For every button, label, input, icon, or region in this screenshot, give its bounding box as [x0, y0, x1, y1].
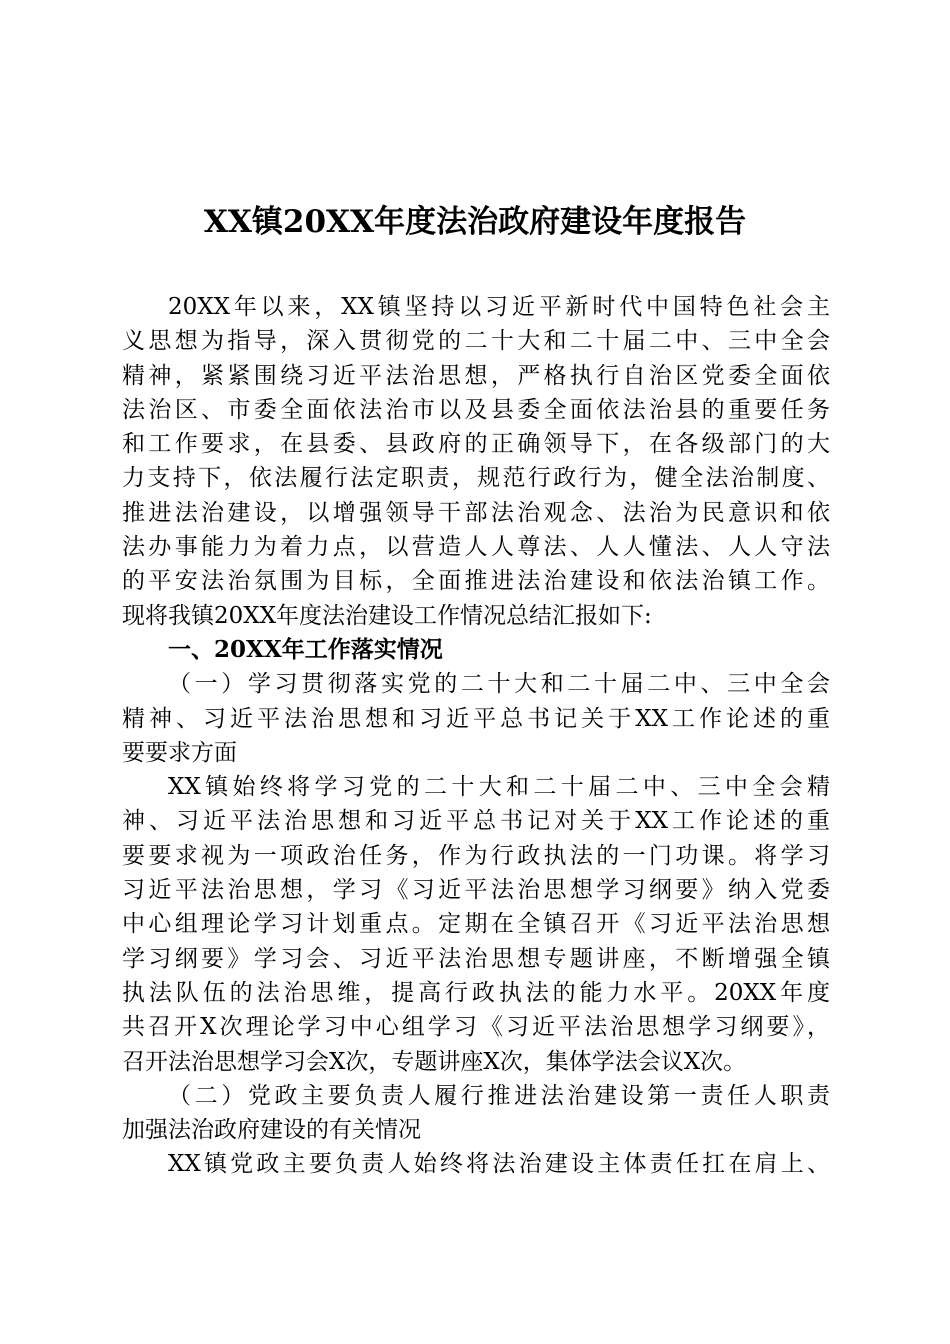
paragraph-line: 法治区、市委全面依法治市以及县委全面依法治县的重要任务	[122, 396, 830, 423]
paragraph-line: 现将我镇20XX年度法治建设工作情况总结汇报如下:	[122, 602, 652, 629]
subsection-heading-line: 加强法治政府建设的有关情况	[122, 1117, 421, 1144]
paragraph-line: 20XX年以来，XX镇坚持以习近平新时代中国特色社会主	[168, 294, 830, 320]
paragraph-line: 精神，紧紧围绕习近平法治思想，严格执行自治区党委全面依	[122, 362, 830, 389]
paragraph-line: 学习纲要》学习会、习近平法治思想专题讲座，不断增强全镇	[122, 945, 830, 972]
paragraph-line: XX镇始终将学习党的二十大和二十届二中、三中全会精	[168, 774, 830, 801]
paragraph-line: 推进法治建设，以增强领导干部法治观念、法治为民意识和依	[122, 499, 830, 526]
paragraph-line: 的平安法治氛围为目标，全面推进法治建设和依法治镇工作。	[122, 568, 830, 595]
paragraph-line: 和工作要求，在县委、县政府的正确领导下，在各级部门的大	[122, 431, 830, 458]
subsection-heading-line: （一）学习贯彻落实党的二十大和二十届二中、三中全会	[168, 671, 830, 698]
subsection-heading-line: 要要求方面	[122, 739, 237, 766]
paragraph-line: XX镇党政主要负责人始终将法治建设主体责任扛在肩上、	[168, 1151, 830, 1178]
paragraph-line: 神、习近平法治思想和习近平总书记对关于XX工作论述的重	[122, 808, 830, 835]
paragraph-line: 习近平法治思想，学习《习近平法治思想学习纲要》纳入党委	[122, 877, 830, 904]
section-heading: 一、20XX年工作落实情况	[168, 635, 443, 663]
paragraph-line: 力支持下，依法履行法定职责，规范行政行为，健全法治制度、	[122, 465, 830, 492]
paragraph-line: 要要求视为一项政治任务，作为行政执法的一门功课。将学习	[122, 842, 830, 869]
document-title: XX镇20XX年度法治政府建设年度报告	[203, 204, 747, 240]
paragraph-line: 中心组理论学习计划重点。定期在全镇召开《习近平法治思想	[122, 911, 830, 938]
subsection-heading-line: （二）党政主要负责人履行推进法治建设第一责任人职责	[168, 1082, 830, 1109]
paragraph-line: 义思想为指导，深入贯彻党的二十大和二十届二中、三中全会	[122, 328, 830, 355]
paragraph-line: 执法队伍的法治思维，提高行政执法的能力水平。20XX年度	[122, 979, 830, 1006]
paragraph-line: 法办事能力为着力点，以营造人人尊法、人人懂法、人人守法	[122, 534, 830, 561]
subsection-heading-line: 精神、习近平法治思想和习近平总书记关于XX工作论述的重	[122, 705, 830, 732]
document-body	[122, 290, 830, 1182]
paragraph-line: 召开法治思想学习会X次，专题讲座X次，集体学法会议X次。	[122, 1048, 747, 1075]
paragraph-line: 共召开X次理论学习中心组学习《习近平法治思想学习纲要》，	[122, 1014, 830, 1041]
